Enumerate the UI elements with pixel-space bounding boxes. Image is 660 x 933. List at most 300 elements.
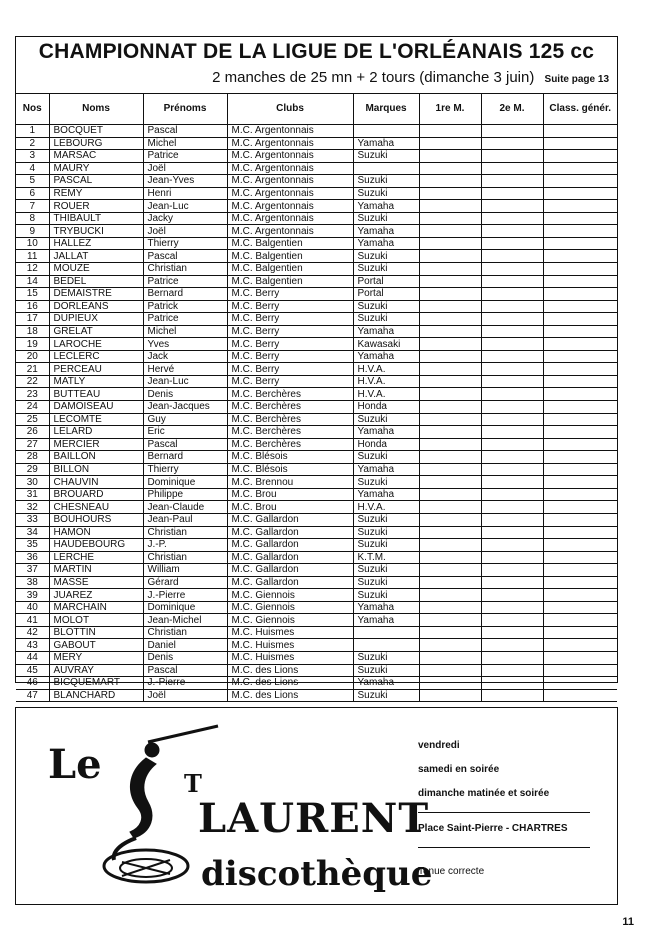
row-result-1 <box>419 526 481 539</box>
row-name: LECLERC <box>49 350 143 363</box>
row-brand: H.V.A. <box>353 363 419 376</box>
row-overall <box>543 162 617 175</box>
row-brand: Suzuki <box>353 263 419 276</box>
row-club: M.C. Gallardon <box>227 539 353 552</box>
row-firstname: Hervé <box>143 363 227 376</box>
row-result-2 <box>481 363 543 376</box>
row-number: 24 <box>16 401 49 414</box>
row-number: 46 <box>16 677 49 690</box>
row-club: M.C. Huismes <box>227 651 353 664</box>
row-firstname: Gérard <box>143 576 227 589</box>
row-name: PERCEAU <box>49 363 143 376</box>
row-number: 8 <box>16 212 49 225</box>
row-club: M.C. Berry <box>227 313 353 326</box>
row-number: 41 <box>16 614 49 627</box>
row-club: M.C. Gallardon <box>227 564 353 577</box>
row-number: 30 <box>16 476 49 489</box>
table-row <box>16 263 617 276</box>
row-overall <box>543 601 617 614</box>
row-result-1 <box>419 375 481 388</box>
suite-note: Suite page 13 <box>544 74 609 85</box>
row-result-1 <box>419 325 481 338</box>
row-number: 34 <box>16 526 49 539</box>
entries-table <box>16 93 617 702</box>
row-firstname: Jean-Paul <box>143 513 227 526</box>
row-brand: Suzuki <box>353 589 419 602</box>
row-club: M.C. Brou <box>227 501 353 514</box>
row-firstname: Jean-Luc <box>143 200 227 213</box>
row-result-2 <box>481 150 543 163</box>
row-name: DUPIEUX <box>49 313 143 326</box>
row-firstname: Guy <box>143 413 227 426</box>
row-overall <box>543 539 617 552</box>
row-result-2 <box>481 388 543 401</box>
row-overall <box>543 564 617 577</box>
row-number: 3 <box>16 150 49 163</box>
championship-table-frame <box>15 36 618 701</box>
row-club: M.C. Balgentien <box>227 263 353 276</box>
row-firstname: Pascal <box>143 250 227 263</box>
row-club: M.C. Argentonnais <box>227 162 353 175</box>
row-result-2 <box>481 275 543 288</box>
row-club: M.C. Argentonnais <box>227 137 353 150</box>
row-brand: Suzuki <box>353 313 419 326</box>
row-brand <box>353 162 419 175</box>
row-number: 15 <box>16 288 49 301</box>
row-firstname: Jean-Michel <box>143 614 227 627</box>
row-brand: H.V.A. <box>353 501 419 514</box>
row-firstname: Thierry <box>143 237 227 250</box>
table-row <box>16 677 617 690</box>
row-result-1 <box>419 200 481 213</box>
row-result-2 <box>481 651 543 664</box>
table-row <box>16 275 617 288</box>
row-club: M.C. Gallardon <box>227 576 353 589</box>
row-number: 27 <box>16 438 49 451</box>
row-club: M.C. Berchères <box>227 426 353 439</box>
row-firstname: Jean-Claude <box>143 501 227 514</box>
column-header: Clubs <box>227 93 353 125</box>
row-result-1 <box>419 488 481 501</box>
row-result-1 <box>419 413 481 426</box>
row-brand: Yamaha <box>353 325 419 338</box>
row-overall <box>543 501 617 514</box>
row-name: MATLY <box>49 375 143 388</box>
row-name: BOUHOURS <box>49 513 143 526</box>
row-result-1 <box>419 401 481 414</box>
row-result-2 <box>481 589 543 602</box>
row-name: HAMON <box>49 526 143 539</box>
ad-address: Place Saint-Pierre - CHARTRES <box>418 823 568 834</box>
row-firstname: Jean-Jacques <box>143 401 227 414</box>
row-name: BOCQUET <box>49 125 143 138</box>
row-overall <box>543 413 617 426</box>
row-result-2 <box>481 626 543 639</box>
row-brand: Yamaha <box>353 601 419 614</box>
table-row <box>16 539 617 552</box>
row-brand: Yamaha <box>353 237 419 250</box>
row-club: M.C. Berchères <box>227 413 353 426</box>
row-number: 4 <box>16 162 49 175</box>
row-result-2 <box>481 601 543 614</box>
row-name: MASSE <box>49 576 143 589</box>
row-result-2 <box>481 689 543 702</box>
table-row <box>16 438 617 451</box>
column-header: 1re M. <box>419 93 481 125</box>
row-overall <box>543 175 617 188</box>
row-club: M.C. Balgentien <box>227 250 353 263</box>
row-firstname: Christian <box>143 626 227 639</box>
row-name: PASCAL <box>49 175 143 188</box>
row-result-1 <box>419 564 481 577</box>
subtitle-text: 2 manches de 25 mn + 2 tours (dimanche 3 juin) <box>212 69 535 86</box>
table-row <box>16 401 617 414</box>
row-name: BEDEL <box>49 275 143 288</box>
row-brand: Suzuki <box>353 212 419 225</box>
row-club: M.C. Berry <box>227 325 353 338</box>
row-club: M.C. Giennois <box>227 601 353 614</box>
row-club: M.C. Berry <box>227 363 353 376</box>
subtitle <box>212 69 609 86</box>
row-result-2 <box>481 488 543 501</box>
row-name: LERCHE <box>49 551 143 564</box>
row-firstname: Pascal <box>143 438 227 451</box>
row-firstname: Jacky <box>143 212 227 225</box>
row-result-2 <box>481 350 543 363</box>
row-club: M.C. Berry <box>227 375 353 388</box>
row-name: REMY <box>49 187 143 200</box>
table-row <box>16 388 617 401</box>
row-number: 39 <box>16 589 49 602</box>
row-club: M.C. Gallardon <box>227 513 353 526</box>
table-row <box>16 501 617 514</box>
row-name: MOUZE <box>49 263 143 276</box>
row-brand: Suzuki <box>353 576 419 589</box>
row-club: M.C. Argentonnais <box>227 212 353 225</box>
row-result-2 <box>481 401 543 414</box>
row-name: TRYBUCKI <box>49 225 143 238</box>
row-brand: Suzuki <box>353 476 419 489</box>
row-firstname: Daniel <box>143 639 227 652</box>
row-club: M.C. Gallardon <box>227 551 353 564</box>
row-club: M.C. Berchères <box>227 438 353 451</box>
row-firstname: J.-Pierre <box>143 677 227 690</box>
row-overall <box>543 589 617 602</box>
row-number: 26 <box>16 426 49 439</box>
row-result-1 <box>419 451 481 464</box>
row-result-1 <box>419 677 481 690</box>
table-row <box>16 175 617 188</box>
row-number: 7 <box>16 200 49 213</box>
row-result-1 <box>419 576 481 589</box>
row-result-1 <box>419 501 481 514</box>
row-number: 2 <box>16 137 49 150</box>
table-row <box>16 576 617 589</box>
logo-laurent: LAURENT <box>198 795 430 842</box>
table-row <box>16 664 617 677</box>
row-overall <box>543 225 617 238</box>
row-number: 18 <box>16 325 49 338</box>
row-result-1 <box>419 313 481 326</box>
row-brand <box>353 626 419 639</box>
row-overall <box>543 463 617 476</box>
table-row <box>16 476 617 489</box>
table-row <box>16 137 617 150</box>
row-result-2 <box>481 325 543 338</box>
row-firstname: Joël <box>143 162 227 175</box>
row-result-1 <box>419 614 481 627</box>
row-result-1 <box>419 626 481 639</box>
row-club: M.C. Argentonnais <box>227 125 353 138</box>
table-row <box>16 187 617 200</box>
row-result-2 <box>481 125 543 138</box>
row-number: 29 <box>16 463 49 476</box>
row-overall <box>543 125 617 138</box>
row-firstname: Pascal <box>143 125 227 138</box>
row-club: M.C. Brennou <box>227 476 353 489</box>
table-row <box>16 589 617 602</box>
row-number: 11 <box>16 250 49 263</box>
row-result-1 <box>419 338 481 351</box>
row-result-2 <box>481 300 543 313</box>
row-overall <box>543 614 617 627</box>
row-club: M.C. des Lions <box>227 677 353 690</box>
logo-le: Le <box>48 741 102 788</box>
row-name: MARSAC <box>49 150 143 163</box>
row-result-2 <box>481 639 543 652</box>
row-result-1 <box>419 250 481 263</box>
row-brand: Suzuki <box>353 175 419 188</box>
ad-day-friday: vendredi <box>418 740 460 751</box>
row-club: M.C. Berchères <box>227 401 353 414</box>
row-result-2 <box>481 539 543 552</box>
row-firstname: Christian <box>143 263 227 276</box>
row-overall <box>543 401 617 414</box>
row-brand: Yamaha <box>353 488 419 501</box>
row-club: M.C. Huismes <box>227 639 353 652</box>
row-number: 14 <box>16 275 49 288</box>
row-firstname: Patrice <box>143 313 227 326</box>
row-result-1 <box>419 513 481 526</box>
row-name: JUAREZ <box>49 589 143 602</box>
row-overall <box>543 350 617 363</box>
table-row <box>16 162 617 175</box>
row-result-2 <box>481 614 543 627</box>
row-firstname: Jack <box>143 350 227 363</box>
row-result-2 <box>481 664 543 677</box>
row-brand: Suzuki <box>353 451 419 464</box>
row-result-2 <box>481 476 543 489</box>
row-brand: Yamaha <box>353 350 419 363</box>
row-brand <box>353 639 419 652</box>
row-result-1 <box>419 551 481 564</box>
row-firstname: J.-Pierre <box>143 589 227 602</box>
row-name: ROUER <box>49 200 143 213</box>
row-overall <box>543 263 617 276</box>
row-brand: Kawasaki <box>353 338 419 351</box>
row-brand: Yamaha <box>353 426 419 439</box>
table-row <box>16 338 617 351</box>
row-club: M.C. des Lions <box>227 664 353 677</box>
row-club: M.C. Blésois <box>227 463 353 476</box>
row-result-2 <box>481 338 543 351</box>
row-result-2 <box>481 375 543 388</box>
row-brand: Suzuki <box>353 513 419 526</box>
row-brand: Portal <box>353 275 419 288</box>
table-row <box>16 288 617 301</box>
row-name: AUVRAY <box>49 664 143 677</box>
page-title: CHAMPIONNAT DE LA LIGUE DE L'ORLÉANAIS 125 cc <box>38 40 595 63</box>
row-firstname: Christian <box>143 551 227 564</box>
row-result-2 <box>481 250 543 263</box>
row-result-1 <box>419 162 481 175</box>
row-number: 33 <box>16 513 49 526</box>
row-result-2 <box>481 288 543 301</box>
row-brand <box>353 125 419 138</box>
row-name: JALLAT <box>49 250 143 263</box>
row-firstname: Michel <box>143 137 227 150</box>
row-brand: Suzuki <box>353 539 419 552</box>
row-result-2 <box>481 501 543 514</box>
row-brand: K.T.M. <box>353 551 419 564</box>
row-name: CHAUVIN <box>49 476 143 489</box>
row-name: MERCIER <box>49 438 143 451</box>
title-box <box>16 37 617 94</box>
row-brand: Portal <box>353 288 419 301</box>
row-overall <box>543 250 617 263</box>
row-number: 31 <box>16 488 49 501</box>
row-number: 38 <box>16 576 49 589</box>
row-overall <box>543 237 617 250</box>
table-row <box>16 513 617 526</box>
row-result-1 <box>419 601 481 614</box>
row-brand: Suzuki <box>353 664 419 677</box>
row-name: DEMAISTRE <box>49 288 143 301</box>
row-name: GRELAT <box>49 325 143 338</box>
row-firstname: Patrice <box>143 150 227 163</box>
row-brand: Suzuki <box>353 187 419 200</box>
column-header: Prénoms <box>143 93 227 125</box>
row-result-2 <box>481 237 543 250</box>
logo-discotheque: discothèque <box>201 854 433 894</box>
row-number: 22 <box>16 375 49 388</box>
ad-day-sunday: dimanche matinée et soirée <box>418 788 550 799</box>
row-club: M.C. Berchères <box>227 388 353 401</box>
row-firstname: Patrice <box>143 275 227 288</box>
row-club: M.C. Argentonnais <box>227 225 353 238</box>
table-row <box>16 463 617 476</box>
row-overall <box>543 651 617 664</box>
column-header: Nos <box>16 93 49 125</box>
row-overall <box>543 426 617 439</box>
row-firstname: Joël <box>143 689 227 702</box>
row-result-1 <box>419 363 481 376</box>
page-number: 11 <box>622 916 634 928</box>
row-firstname: Eric <box>143 426 227 439</box>
row-brand: H.V.A. <box>353 375 419 388</box>
row-club: M.C. Argentonnais <box>227 187 353 200</box>
row-firstname: Dominique <box>143 601 227 614</box>
row-brand: Suzuki <box>353 413 419 426</box>
row-firstname: William <box>143 564 227 577</box>
row-number: 40 <box>16 601 49 614</box>
row-name: MERY <box>49 651 143 664</box>
row-result-2 <box>481 576 543 589</box>
row-result-2 <box>481 564 543 577</box>
row-name: THIBAULT <box>49 212 143 225</box>
row-firstname: Yves <box>143 338 227 351</box>
row-club: M.C. Blésois <box>227 451 353 464</box>
row-result-1 <box>419 463 481 476</box>
row-result-2 <box>481 225 543 238</box>
row-result-1 <box>419 589 481 602</box>
row-overall <box>543 275 617 288</box>
row-result-1 <box>419 175 481 188</box>
row-number: 1 <box>16 125 49 138</box>
row-result-2 <box>481 463 543 476</box>
row-number: 42 <box>16 626 49 639</box>
row-overall <box>543 313 617 326</box>
row-overall <box>543 338 617 351</box>
row-club: M.C. Berry <box>227 350 353 363</box>
row-firstname: Jean-Yves <box>143 175 227 188</box>
table-row <box>16 225 617 238</box>
table-row <box>16 526 617 539</box>
row-overall <box>543 325 617 338</box>
row-name: MOLOT <box>49 614 143 627</box>
row-number: 19 <box>16 338 49 351</box>
row-overall <box>543 375 617 388</box>
table-row <box>16 551 617 564</box>
row-overall <box>543 187 617 200</box>
table-row <box>16 413 617 426</box>
table-row <box>16 689 617 702</box>
row-result-2 <box>481 263 543 276</box>
row-club: M.C. Argentonnais <box>227 175 353 188</box>
table-row <box>16 375 617 388</box>
table-row <box>16 363 617 376</box>
row-name: DAMOISEAU <box>49 401 143 414</box>
row-overall <box>543 488 617 501</box>
row-brand: Suzuki <box>353 651 419 664</box>
row-club: M.C. Balgentien <box>227 275 353 288</box>
table-row <box>16 237 617 250</box>
row-firstname: Denis <box>143 388 227 401</box>
row-name: MARTIN <box>49 564 143 577</box>
column-header: Noms <box>49 93 143 125</box>
row-number: 37 <box>16 564 49 577</box>
row-firstname: J.-P. <box>143 539 227 552</box>
column-header: Class. génér. <box>543 93 617 125</box>
row-firstname: Dominique <box>143 476 227 489</box>
row-result-1 <box>419 288 481 301</box>
row-number: 47 <box>16 689 49 702</box>
ad-day-saturday: samedi en soirée <box>418 764 500 775</box>
row-brand: Honda <box>353 401 419 414</box>
row-number: 6 <box>16 187 49 200</box>
row-club: M.C. Berry <box>227 338 353 351</box>
table-row <box>16 626 617 639</box>
row-club: M.C. Gallardon <box>227 526 353 539</box>
row-number: 16 <box>16 300 49 313</box>
row-result-2 <box>481 187 543 200</box>
row-club: M.C. Giennois <box>227 589 353 602</box>
table-row <box>16 250 617 263</box>
table-row <box>16 325 617 338</box>
table-row <box>16 564 617 577</box>
row-result-1 <box>419 689 481 702</box>
row-overall <box>543 451 617 464</box>
